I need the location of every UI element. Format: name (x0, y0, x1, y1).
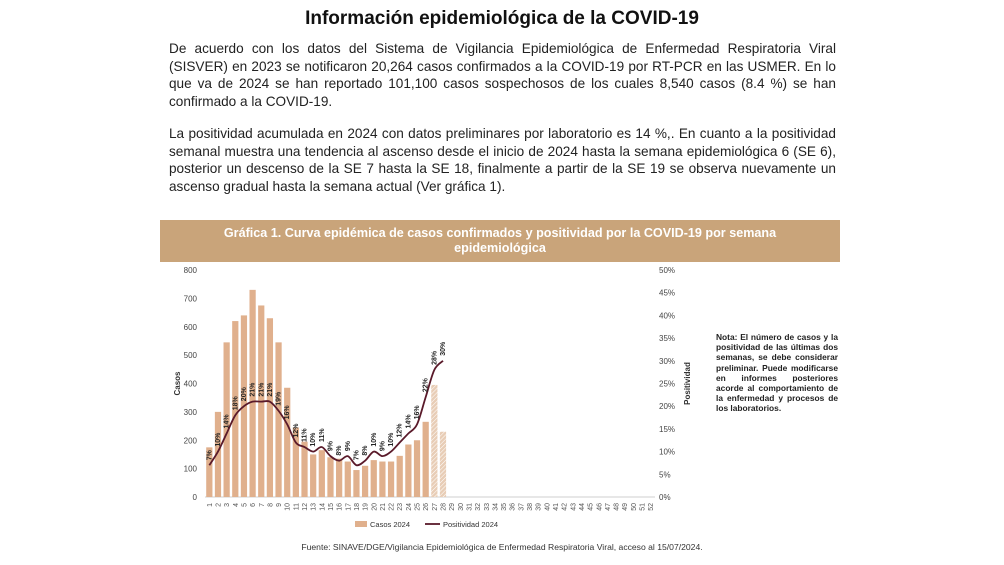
x-tick-label: 41 (552, 503, 560, 511)
positivity-data-label: 21% (266, 382, 274, 397)
positivity-data-label: 12% (396, 423, 404, 438)
y-left-axis-title: Casos (173, 371, 182, 396)
positivity-data-label: 20% (240, 387, 248, 402)
x-tick-label: 22 (388, 503, 396, 511)
chart-header-text: Gráfica 1. Curva epidémica de casos confirmados y positividad por la COVID-19 por semana epidemiológica (223, 226, 777, 255)
positivity-data-label: 28% (431, 350, 439, 365)
x-tick-label: 51 (639, 503, 647, 511)
bar-week-20 (371, 460, 377, 497)
bar-week-17 (345, 462, 351, 497)
x-tick-label: 5 (241, 503, 249, 507)
bar-week-25 (414, 440, 420, 497)
legend-label-positividad: Positividad 2024 (443, 520, 499, 529)
positivity-data-label: 11% (318, 428, 326, 443)
x-tick-label: 10 (284, 503, 292, 511)
bar-week-18 (353, 470, 359, 497)
positivity-data-label: 8% (336, 445, 344, 456)
y-left-tick-label: 500 (183, 351, 197, 361)
y-left-tick-label: 0 (192, 493, 197, 502)
x-tick-label: 16 (336, 503, 344, 511)
positivity-data-label: 9% (379, 441, 387, 452)
positivity-data-label: 9% (344, 441, 352, 452)
chart-header (160, 220, 840, 262)
x-tick-label: 48 (613, 503, 621, 511)
bar-week-26 (423, 422, 429, 497)
bar-week-15 (327, 457, 333, 497)
bar-week-24 (405, 445, 411, 497)
bar-week-22 (388, 462, 394, 497)
positivity-data-label: 12% (292, 423, 300, 438)
x-tick-label: 29 (449, 503, 457, 511)
x-tick-label: 1 (206, 503, 214, 507)
x-tick-label: 11 (293, 503, 301, 511)
positivity-data-label: 11% (301, 428, 309, 443)
x-tick-label: 9 (276, 503, 284, 507)
x-tick-label: 32 (475, 503, 483, 511)
x-tick-label: 43 (570, 503, 578, 511)
x-tick-label: 25 (414, 503, 422, 511)
x-tick-label: 42 (561, 503, 569, 511)
x-tick-label: 27 (431, 503, 439, 511)
x-tick-label: 19 (362, 503, 370, 511)
x-tick-label: 38 (527, 503, 535, 511)
x-tick-label: 3 (224, 503, 232, 507)
positivity-data-label: 21% (249, 382, 257, 397)
y-left-tick-label: 200 (183, 436, 197, 446)
y-left-tick-label: 600 (183, 322, 197, 332)
document-title: Información epidemiológica de la COVID-19 (305, 8, 699, 29)
x-tick-label: 35 (501, 503, 509, 511)
x-tick-label: 21 (379, 503, 387, 511)
positivity-data-label: 19% (275, 391, 283, 406)
positivity-data-label: 14% (405, 414, 413, 429)
positivity-data-label: 10% (214, 432, 222, 447)
x-tick-label: 28 (440, 503, 448, 511)
paragraph-positivity-trend: La positividad acumulada en 2024 con datos preliminares por laboratorio es 14 %,. En cuanto a la positividad semanal muestra una tendencia al ascenso desde el inicio de 2024 hasta la semana epidemiológica 6 (SE 6), posterior un descenso de la SE 7 hasta la SE 18, finalmente a partir de la SE 19 se observa nuevamente un ascenso gradual hasta la semana actual (Ver gráfica 1). (169, 126, 836, 194)
y-right-tick-label: 50% (659, 266, 676, 275)
y-right-tick-label: 15% (659, 424, 676, 434)
x-tick-label: 4 (232, 503, 240, 507)
x-tick-label: 33 (483, 503, 491, 511)
positivity-data-label: 10% (370, 432, 378, 447)
x-tick-label: 36 (509, 503, 517, 511)
legend-label-casos: Casos 2024 (370, 520, 411, 529)
positivity-data-label: 18% (232, 396, 240, 411)
y-right-axis-title: Positividad (683, 362, 692, 405)
bar-week-16 (336, 459, 342, 497)
bar-week-19 (362, 466, 368, 497)
positivity-data-label: 21% (258, 382, 266, 397)
y-left-tick-label: 300 (183, 407, 197, 417)
x-tick-label: 47 (604, 503, 612, 511)
x-tick-label: 39 (535, 503, 543, 511)
x-tick-label: 20 (371, 503, 379, 511)
x-tick-label: 2 (215, 503, 223, 507)
y-right-tick-label: 30% (659, 356, 676, 366)
y-left-tick-label: 400 (183, 379, 197, 389)
positivity-data-label: 10% (310, 432, 318, 447)
legend-swatch-casos (355, 521, 367, 527)
x-tick-label: 52 (648, 503, 656, 511)
x-tick-label: 26 (423, 503, 431, 511)
y-left-tick-label: 100 (183, 464, 197, 474)
y-right-tick-label: 35% (659, 334, 676, 344)
bar-week-10 (284, 388, 290, 497)
bar-week-27 (431, 385, 437, 497)
x-tick-label: 40 (544, 503, 552, 511)
positivity-data-label: 9% (327, 441, 335, 452)
x-tick-label: 15 (327, 503, 335, 511)
y-right-tick-label: 0% (659, 493, 671, 502)
y-right-tick-label: 25% (659, 379, 676, 389)
epidemic-curve-chart (160, 262, 715, 542)
x-tick-label: 24 (405, 503, 413, 511)
source-footnote: Fuente: SINAVE/DGE/Vigilancia Epidemiológica de Enfermedad Respiratoria Viral, acceso al 15/07/2024. (301, 542, 703, 552)
positivity-data-label: 7% (353, 450, 361, 461)
x-tick-label: 49 (622, 503, 630, 511)
positivity-data-label: 22% (422, 378, 430, 393)
x-tick-label: 14 (319, 503, 327, 511)
x-tick-label: 37 (518, 503, 526, 511)
x-tick-label: 8 (267, 503, 275, 507)
x-tick-label: 13 (310, 503, 318, 511)
bar-week-28 (440, 432, 446, 497)
y-left-tick-label: 800 (183, 266, 197, 275)
bar-week-9 (275, 342, 281, 497)
bar-week-23 (397, 456, 403, 497)
y-right-tick-label: 20% (659, 402, 676, 412)
bar-week-12 (301, 442, 307, 497)
positivity-data-label: 16% (284, 405, 292, 420)
chart-note: Nota: El número de casos y la positividad de las últimas dos semanas, se debe considerar preliminar. Puede modificarse en informes posteriores acorde al comportamiento de la enfermedad y procesos de los laboratorios. (716, 332, 838, 414)
positivity-data-label: 8% (362, 445, 370, 456)
y-right-tick-label: 5% (659, 470, 671, 480)
positivity-data-label: 16% (414, 405, 422, 420)
bar-week-14 (319, 450, 325, 497)
x-tick-label: 50 (630, 503, 638, 511)
positivity-data-label: 14% (223, 414, 231, 429)
x-tick-label: 17 (345, 503, 353, 511)
x-tick-label: 46 (596, 503, 604, 511)
x-tick-label: 45 (587, 503, 595, 511)
paragraph-sisver-summary: De acuerdo con los datos del Sistema de Vigilancia Epidemiológica de Enfermedad Respiratoria Viral (SISVER) en 2023 se notificaron 20,264 casos confirmados a la COVID-19 por RT-PCR en las USMER. En lo que va de 2024 se han reportado 101,100 casos sospechosos de los cuales 8,540 casos (8.4 %) se han confirmado a la COVID-19. (169, 41, 836, 109)
y-left-tick-label: 700 (183, 294, 197, 304)
x-tick-label: 34 (492, 503, 500, 511)
x-tick-label: 31 (466, 503, 474, 511)
x-tick-label: 7 (258, 503, 266, 507)
x-tick-label: 18 (353, 503, 361, 511)
x-tick-label: 30 (457, 503, 465, 511)
bar-week-21 (379, 462, 385, 497)
y-right-tick-label: 45% (659, 288, 676, 298)
x-tick-label: 44 (578, 503, 586, 511)
x-tick-label: 6 (250, 503, 258, 507)
bar-week-13 (310, 454, 316, 497)
positivity-data-label: 30% (439, 341, 447, 356)
x-tick-label: 23 (397, 503, 405, 511)
x-tick-label: 12 (302, 503, 310, 511)
positivity-data-label: 10% (388, 432, 396, 447)
y-right-tick-label: 40% (659, 311, 676, 321)
bar-week-8 (267, 318, 273, 497)
y-right-tick-label: 10% (659, 447, 676, 457)
positivity-data-label: 7% (206, 450, 214, 461)
